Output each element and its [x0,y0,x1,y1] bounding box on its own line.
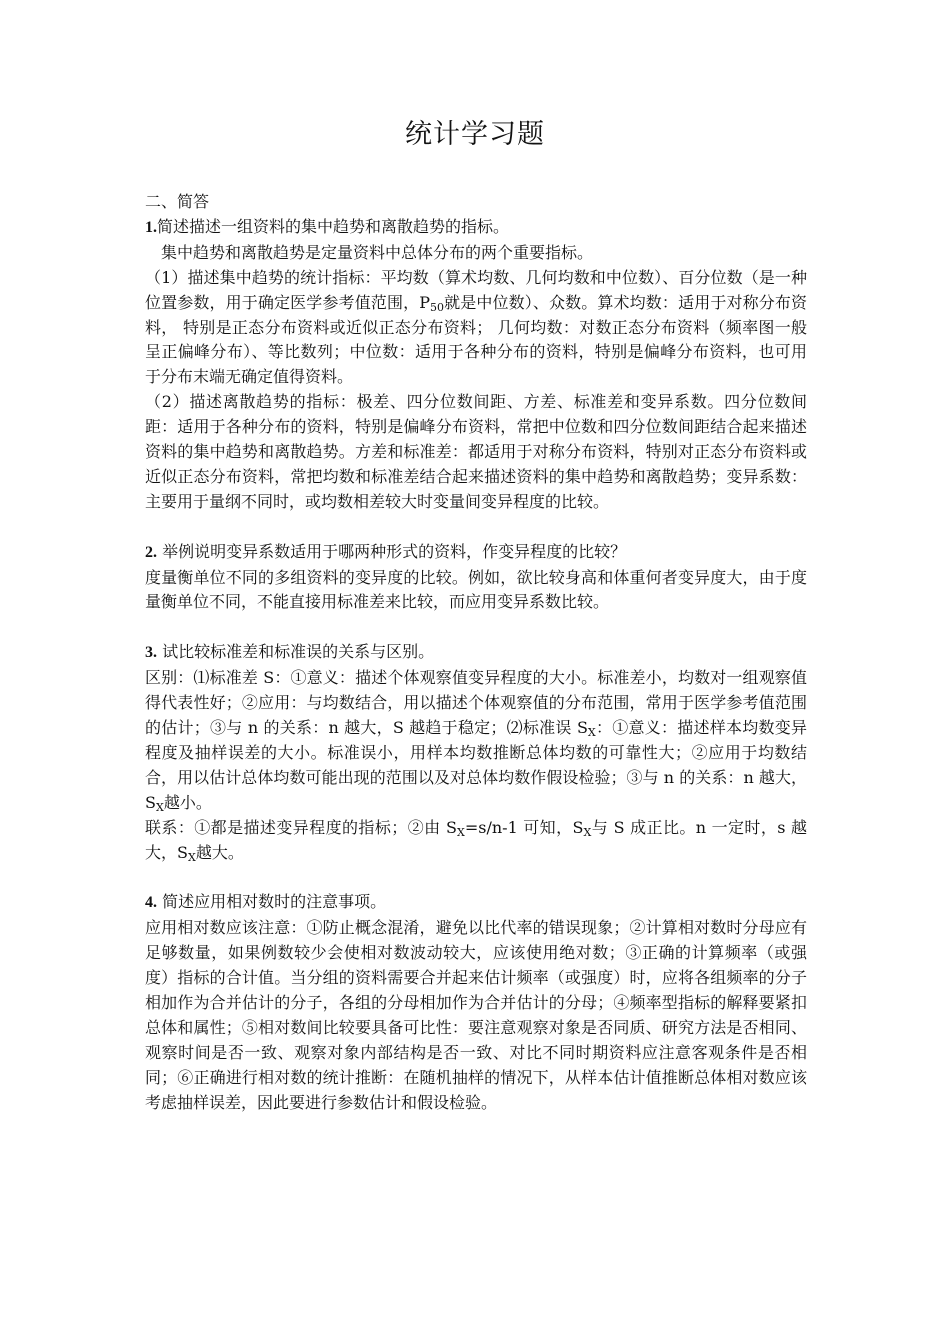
q4-answer: 应用相对数应该注意：①防止概念混淆，避免以比代率的错误现象；②计算相对数时分母应有足够数量，如果例数较少会使相对数波动较大，应该使用绝对数；③正确的计算频率（或强度）指标的合计值。当分组的资料需要合并起来估计频率（或强度）时，应将各组频率的分子相加作为合并估计的分子，各组的分母相加作为合并估计的分母；④频率型指标的解释要紧扣总体和属性；⑤相对数间比较要具备可比性：要注意观察对象是否同质、研究方法是否相同、观察时间是否一致、观察对象内部结构是否一致、对比不同时期资料应注意客观条件是否相同；⑥正确进行相对数的统计推断：在随机抽样的情况下，从样本估计值推断总体相对数应该考虑抽样误差，因此要进行参数估计和假设检验。 [145,918,807,1112]
subscript-50: 50 [429,300,444,314]
question-1 [145,215,807,241]
question-3 [145,640,807,666]
q3-diff-text-c: 越小。 [163,792,212,812]
q3-diff-text-a: 区别：⑴标准差 S：①意义：描述个体观察值变异程度的大小。标准差小，均数对一组观察值得代表性好；②应用：与均数结合，用以描述个体观察值的分布范围，常用于医学参考值范围的估计；③与 n 的关系：n 越大，S 越趋于稳定；⑵标准误 S [145,668,807,737]
q1-intro: 集中趋势和离散趋势是定量资料中总体分布的两个重要指标。 [161,242,594,262]
paragraph-gap [145,615,807,640]
q3-rel-text-c: 与 S 成正比。n 一定时，s 越大，S [145,817,807,862]
question-text: 简述应用相对数时的注意事项。 [162,892,387,912]
question-number: 1. [145,218,157,236]
question-text: 简述描述一组资料的集中趋势和离散趋势的指标。 [157,216,510,236]
q1-part1 [145,266,807,391]
q2-answer: 度量衡单位不同的多组资料的变异度的比较。例如，欲比较身高和体重何者变异度大，由于度量衡单位不同，不能直接用标准差来比较，而应用变异系数比较。 [145,567,807,612]
q1-part1-text-a: （1）描述集中趋势的统计指标：平均数（算术均数、几何均数和中位数）、百分位数（是一种位置参数，用于确定医学参考值范围，P [145,267,807,312]
q1-part1-text-b: 就是中位数）、众数。算术均数：适用于对称分布资料， 特别是正态分布资料或近似正态分布资料； 几何均数：对数正态分布资料（频率图一般呈正偏峰分布）、等比数列；中位数：适用于各种分布的资料，特别是偏峰分布资料，也可用于分布末端无确定值得资料。 [145,292,807,387]
q3-relation [145,816,807,866]
q1-part2: （2）描述离散趋势的指标：极差、四分位数间距、方差、标准差和变异系数。四分位数间距：适用于各种分布的资料，特别是偏峰分布资料，常把中位数和四分位数间距结合起来描述资料的集中趋势和离散趋势。方差和标准差：都适用于对称分布资料，特别对正态分布资料或近似正态分布资料，常把均数和标准差结合起来描述资料的集中趋势和离散趋势；变异系数：主要用于量纲不同时，或均数相差较大时变量间变异程度的比较。 [145,392,807,511]
paragraph-gap [145,865,807,890]
q3-difference [145,666,807,815]
q3-rel-text-d: 越大。 [195,842,244,862]
subscript-x: X [457,825,465,839]
subscript-x: X [155,800,164,814]
question-4 [145,890,807,916]
subscript-x: X [187,850,196,864]
q3-diff-text-b: ：①意义：描述样本均数变异程度及抽样误差的大小。标准误小，用样本均数推断总体均数的可靠性大；②应用于均数结合，用以估计总体均数可能出现的范围以及对总体均数作假设检验；③与 n 的关系：n 越大，S [145,718,807,812]
question-text: 试比较标准差和标准误的关系与区别。 [162,642,435,662]
q3-rel-text-b: =s/n-1 可知，S [464,817,584,837]
subscript-x: X [583,825,592,839]
question-number: 3. [145,644,157,662]
question-text: 举例说明变异系数适用于哪两种形式的资料，作变异程度的比较？ [162,541,627,561]
document-title: 统计学习题 [405,119,545,150]
question-number: 2. [145,543,157,561]
paragraph-gap [145,515,807,540]
document-body [145,190,807,1115]
subscript-x: X [587,726,596,739]
section-heading: 二、简答 [145,192,210,211]
question-2 [145,540,807,566]
question-number: 4. [145,894,157,912]
q3-rel-text-a: 联系：①都是描述变异程度的指标；②由 S [145,817,457,837]
